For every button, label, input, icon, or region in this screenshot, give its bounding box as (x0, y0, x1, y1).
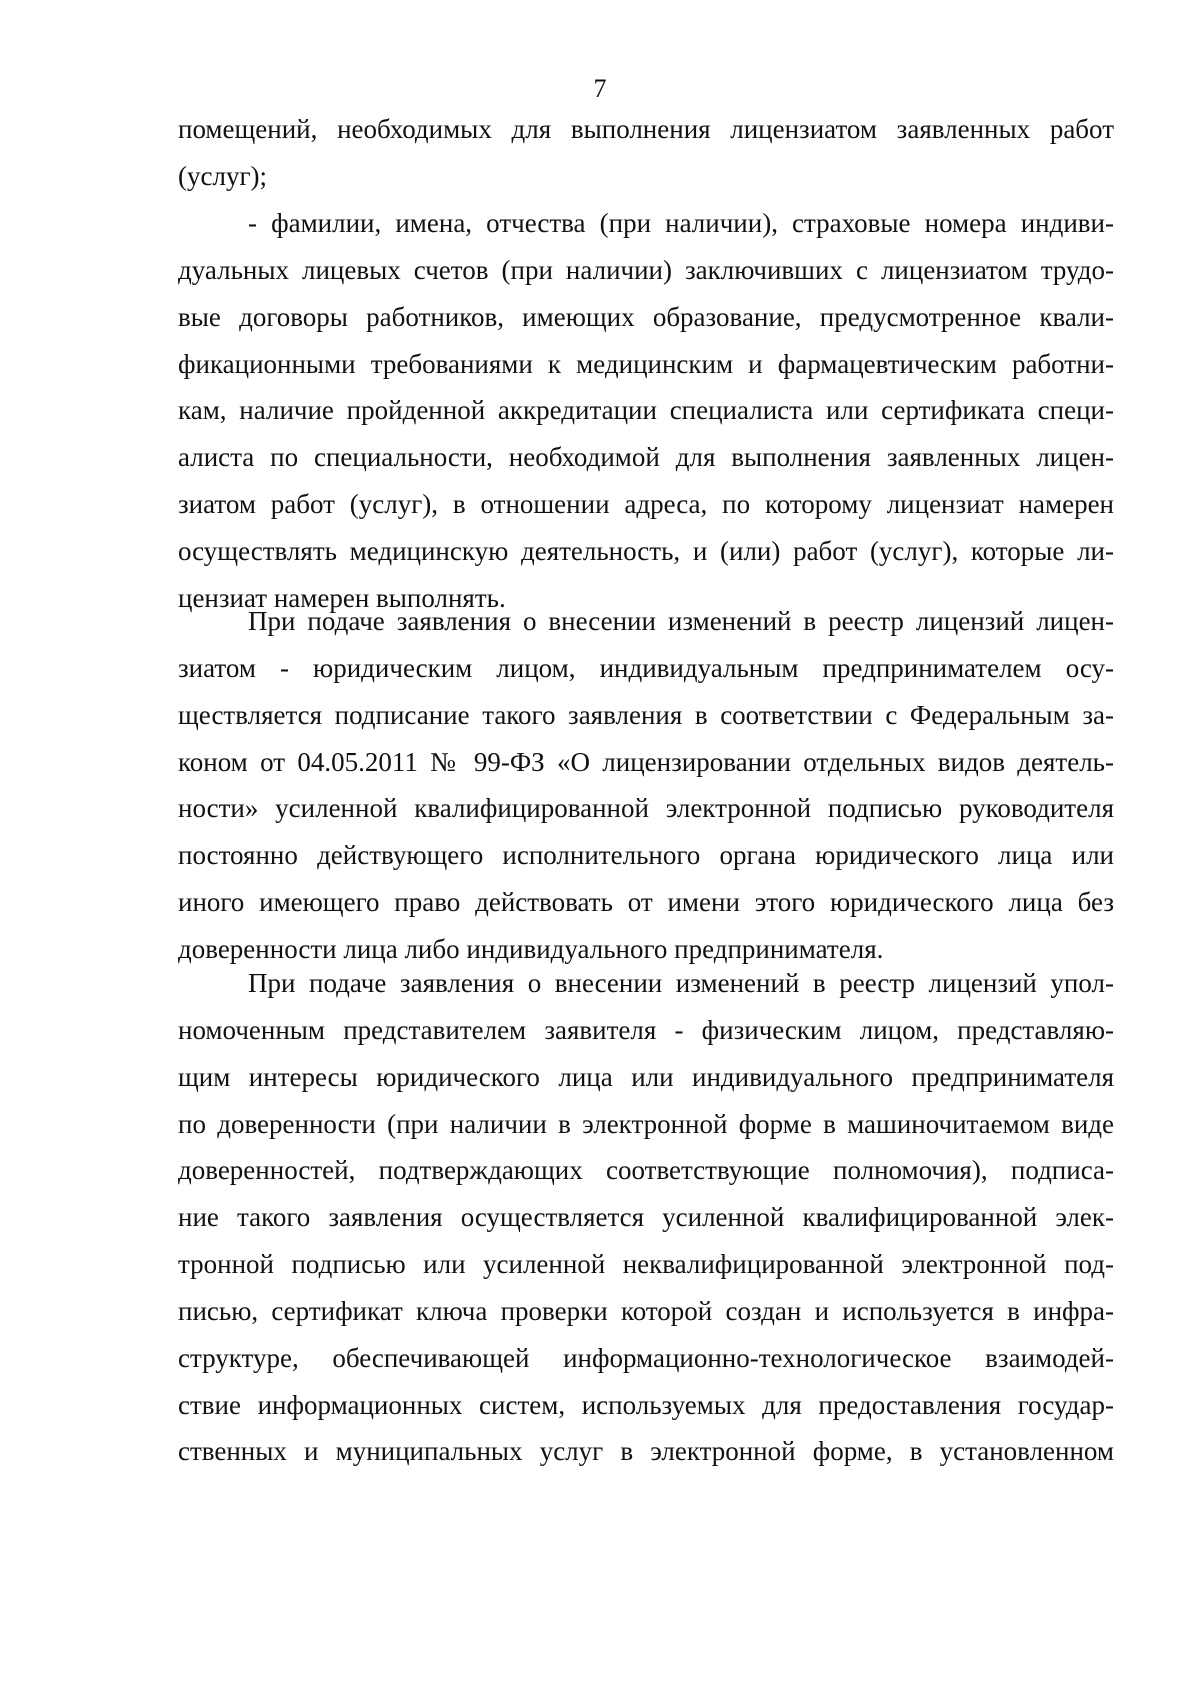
text-line: писью, сертификат ключа проверки которой создан и используется в инфра- (178, 1295, 1114, 1326)
representative-paragraph (178, 960, 1114, 1475)
text-line: дуальных лицевых счетов (при наличии) заключивших с лицензиатом трудо- (178, 254, 1114, 285)
text-line: по доверенности (при наличии в электронной форме в машиночитаемом виде (178, 1108, 1114, 1139)
text-line: зиатом - юридическим лицом, индивидуальным предпринимателем осу- (178, 652, 1114, 683)
text-line: ности» усиленной квалифицированной электронной подписью руководителя (178, 793, 1114, 824)
text-line: ственных и муниципальных услуг в электронной форме, в установленном (178, 1436, 1114, 1467)
text-line: доверенности лица либо индивидуального предпринимателя. (178, 933, 884, 964)
text-line: При подаче заявления о внесении изменений в реестр лицензий упол- (248, 968, 1114, 998)
text-line: номоченным представителем заявителя - физическим лицом, представляю- (178, 1014, 1114, 1045)
text-line: цензиат намерен выполнять. (178, 582, 506, 613)
text-line: доверенностей, подтверждающих соответствующие полномочия), подписа- (178, 1155, 1114, 1186)
text-line: (услуг); (178, 160, 268, 191)
signing-paragraph (178, 598, 1114, 973)
text-line: вые договоры работников, имеющих образование, предусмотренное квали- (178, 301, 1114, 332)
text-line: алиста по специальности, необходимой для выполнения заявленных лицен- (178, 442, 1114, 473)
text-line: щим интересы юридического лица или индивидуального предпринимателя (178, 1061, 1114, 1092)
text-line: кам, наличие пройденной аккредитации специалиста или сертификата специ- (178, 395, 1114, 426)
list-item-paragraph (178, 200, 1114, 622)
text-line: коном от 04.05.2011 № 99-ФЗ «О лицензировании отдельных видов деятель- (178, 746, 1114, 777)
text-line: тронной подписью или усиленной неквалифицированной электронной под- (178, 1249, 1114, 1280)
text-line: ствие информационных систем, используемых для предоставления государ- (178, 1389, 1114, 1420)
text-line: При подаче заявления о внесении изменений в реестр лицензий лицен- (248, 606, 1114, 636)
text-line: постоянно действующего исполнительного органа юридического лица или (178, 840, 1114, 871)
text-line: осуществлять медицинскую деятельность, и (или) работ (услуг), которые ли- (178, 535, 1114, 566)
text-line: зиатом работ (услуг), в отношении адреса, по которому лицензиат намерен (178, 489, 1114, 520)
text-line: фикационными требованиями к медицинским и фармацевтическим работни- (178, 348, 1114, 379)
text-line: ние такого заявления осуществляется усиленной квалифицированной элек- (178, 1202, 1114, 1233)
text-line: помещений, необходимых для выполнения лицензиатом заявленных работ (178, 114, 1114, 144)
continuation-paragraph (178, 106, 1114, 200)
text-line: структуре, обеспечивающей информационно-технологическое взаимодей- (178, 1342, 1114, 1373)
text-line: - фамилии, имена, отчества (при наличии), страховые номера индиви- (248, 208, 1114, 238)
text-line: иного имеющего право действовать от имени этого юридического лица без (178, 887, 1114, 918)
page-number: 7 (593, 74, 607, 103)
text-line: ществляется подписание такого заявления в соответствии с Федеральным за- (178, 699, 1114, 730)
